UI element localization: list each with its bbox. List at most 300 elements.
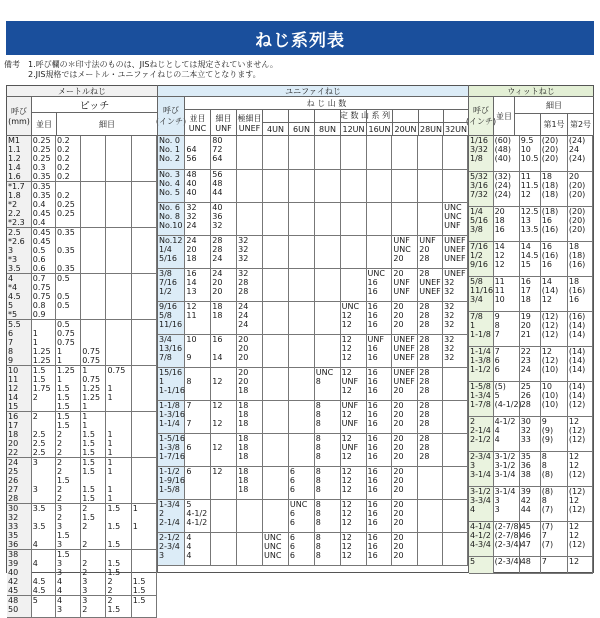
unef-cell: [237, 532, 263, 565]
series-cell: UNF 12 UNF: [340, 400, 366, 433]
whit-nominal-cell: 5/8 11/16 3/4: [469, 276, 493, 311]
series-cell: UNC UNC UNF: [443, 202, 468, 235]
metric-coarse-cell: 1.5 1.5 1.75 2: [31, 366, 55, 412]
whit-fine1-cell: (18) 16 (16): [540, 206, 567, 241]
whit-nominal-cell: 1-1/4 1-3/8 1-1/2: [469, 346, 493, 381]
unc-cell: 24 20 18: [185, 235, 211, 268]
series-cell: 8 8 8: [314, 400, 340, 433]
series-cell: [263, 235, 289, 268]
metric-fine-cell: 0.75 1 1: [106, 366, 131, 412]
whit-coarse-cell: 11 11 10: [493, 276, 519, 311]
series-cell: 12 UNF 12: [340, 433, 366, 466]
whit-fine1-cell: (12) (12) (12): [540, 311, 567, 346]
whit-fine-header: 細目: [546, 100, 562, 110]
series-cell: [288, 235, 314, 268]
metric-nominal-cell: 5.5 6 7 8 9: [7, 320, 31, 366]
metric-coarse-cell: 0.45 0.45 0.5 0.6 0.6: [31, 228, 55, 274]
whit-fine2-cell: 12 (12) (12): [567, 416, 592, 451]
metric-nominal-header: 呼び (mm): [7, 97, 31, 135]
metric-nominal-cell: 30 32 33 35 36: [7, 504, 31, 550]
metric-fine-cell: 1.5 1.5 2 2: [106, 550, 131, 596]
whit-fine1-cell: (7) 7 (7): [540, 521, 567, 556]
whit-nominal-cell: 2 2-1/4 2-1/2: [469, 416, 493, 451]
metric-coarse-cell: 3 3: [31, 458, 55, 504]
whit-fine1-cell: 16 (16) 16: [540, 241, 567, 276]
unified-nominal-cell: 1-1/8 1-3/16 1-1/4: [158, 400, 185, 433]
series-cell: [263, 268, 289, 301]
unc-cell: 48 40 40: [185, 169, 211, 202]
whit-fine2-cell: 18 (16) 16: [567, 276, 592, 311]
series-cell: 28 28 28: [418, 400, 443, 433]
table-row: [158, 136, 468, 169]
series-cell: [366, 136, 392, 169]
table-row: [7, 182, 157, 228]
table-row: [469, 381, 593, 416]
series-cell: 12 12 12: [340, 532, 366, 565]
whit-fine-cell: 22 23 24: [519, 346, 540, 381]
series-cell: UNF 16 16: [366, 334, 392, 367]
series-cell: [366, 169, 392, 202]
series-cell: [263, 400, 289, 433]
series-cell: UNC 16 16: [366, 268, 392, 301]
whit-fine1-cell: 7: [540, 556, 567, 573]
series-cell: [443, 400, 468, 433]
metric-fine-cell: [81, 274, 106, 320]
series-cell: [263, 466, 289, 499]
metric-fine-cell: [131, 412, 156, 458]
metric-fine-cell: [106, 182, 131, 228]
series-cell: 16 16 16: [366, 301, 392, 334]
note-2: 2.JIS規格ではメートル・ユニファイねじの二本立てとなります。: [28, 70, 261, 79]
whit-nominal-header: 呼び (インチ): [469, 97, 493, 135]
metric-fine-cell: 1 1 1: [106, 412, 131, 458]
series-cell: 8 8 8: [314, 466, 340, 499]
series-cell: 20 UNF UNF: [392, 268, 418, 301]
unc-header: 並目 UNC: [188, 113, 207, 133]
metric-nominal-cell: 48 50: [7, 596, 31, 618]
table-row: [469, 521, 593, 556]
table-row: [7, 458, 157, 504]
metric-fine-cell: 0.35 0.35 0.35: [55, 228, 80, 274]
metric-fine-cell: 1 1: [131, 504, 156, 550]
whit-fine1-cell: 14 (14) 12: [540, 276, 567, 311]
whit-fine-cell: 16 17 18: [519, 276, 540, 311]
whit-fine-cell: 30 32 33: [519, 416, 540, 451]
table-row: [158, 499, 468, 532]
series-cell: 8 8 8: [314, 433, 340, 466]
whit-fine2-cell: (24) 24 (24): [567, 136, 592, 171]
metric-fine-cell: 0.2 0.25 0.25: [55, 182, 80, 228]
table-row: [7, 596, 157, 618]
table-row: [158, 532, 468, 565]
unified-nominal-cell: No.12 1/4 5/16: [158, 235, 185, 268]
metric-fine-cell: 2 1.5 2 2: [81, 504, 106, 550]
whit-fine-cell: 25 26 28: [519, 381, 540, 416]
series-cell: [314, 301, 340, 334]
series-cell: 28 UNEF UNEF: [418, 268, 443, 301]
table-row: [158, 367, 468, 400]
whit-fine-cell: 14 14.5 15: [519, 241, 540, 276]
unified-nominal-cell: 15/16 1 1-1/16: [158, 367, 185, 400]
metric-fine-cell: 1.25 1 1.5 1.5 1.5: [55, 366, 80, 412]
unef-cell: [237, 202, 263, 235]
series-cell: [443, 136, 468, 169]
unf-cell: 56 48 44: [211, 169, 237, 202]
table-row: [158, 268, 468, 301]
series-cell: [314, 169, 340, 202]
metric-nominal-cell: 16 17 18 20 22: [7, 412, 31, 458]
series-8un-header: 8UN: [319, 124, 336, 134]
series-cell: [443, 466, 468, 499]
whit-fine2-header: 第2号: [569, 120, 592, 129]
unc-cell: 12 11: [185, 301, 211, 334]
series-cell: [314, 268, 340, 301]
unified-table: [158, 136, 468, 566]
unef-cell: 18 18 18: [237, 433, 263, 466]
metric-fine-cell: 0.5 0.75 0.75 1 1: [55, 320, 80, 366]
table-row: [158, 169, 468, 202]
unf-cell: 12 12: [211, 400, 237, 433]
whit-coarse-cell: (5) 5 (4-1/2): [493, 381, 519, 416]
metric-coarse-cell: 5: [31, 596, 55, 618]
table-row: [158, 202, 468, 235]
metric-coarse-cell: 0.35 0.35 0.4 0.45 0.4: [31, 182, 55, 228]
series-cell: [263, 367, 289, 400]
metric-fine-cell: 0.2 0.2 0.2 0.2 0.2: [55, 136, 80, 182]
series-cell: [314, 202, 340, 235]
unc-cell: 6: [185, 466, 211, 499]
table-row: [469, 206, 593, 241]
series-cell: UNC 6 6: [288, 499, 314, 532]
whit-nominal-cell: 1-5/8 1-3/4 1-7/8: [469, 381, 493, 416]
unified-nominal-header: 呼び (インチ): [158, 97, 184, 135]
whit-fine1-cell: 9 (9) (9): [540, 416, 567, 451]
series-cell: [263, 433, 289, 466]
unified-nominal-cell: 3/4 13/16 7/8: [158, 334, 185, 367]
series-20un-header: 20UN: [394, 124, 417, 134]
series-cell: [263, 334, 289, 367]
series-cell: 6 6 6: [288, 532, 314, 565]
unc-cell: 10 9: [185, 334, 211, 367]
series-cell: [340, 202, 366, 235]
whit-nominal-cell: 1/4 5/16 3/8: [469, 206, 493, 241]
series-cell: [288, 136, 314, 169]
whit-fine-cell: 48: [519, 556, 540, 573]
metric-fine-cell: 1.5: [131, 596, 156, 618]
series-cell: 32 32 32: [443, 301, 468, 334]
unf-cell: 18 18: [211, 301, 237, 334]
whitworth-table: [469, 136, 593, 574]
series-cell: [288, 433, 314, 466]
unef-cell: 20 20 18: [237, 367, 263, 400]
whit-coarse-cell: (2-7/8) (2-7/8) (2-3/4): [493, 521, 519, 556]
whit-fine2-cell: 12 12 (12): [567, 521, 592, 556]
whit-fine-cell: 19 20 21: [519, 311, 540, 346]
metric-fine-cell: 1.5 1.5 1.5: [106, 504, 131, 550]
whit-fine1-header: 第1号: [543, 120, 565, 129]
constant-pitch-header: 定 数 山 系 列: [339, 110, 391, 120]
unified-nominal-cell: 3/8 7/16 1/2: [158, 268, 185, 301]
metric-fine-cell: [131, 274, 156, 320]
series-cell: 28 28 28: [418, 301, 443, 334]
whit-fine2-cell: (16) (14) (14): [567, 311, 592, 346]
whit-coarse-cell: 3-1/2 3-1/2 3-1/4: [493, 451, 519, 486]
series-6un-header: 6UN: [293, 124, 310, 134]
page-title: ねじ系列表: [6, 21, 594, 55]
unef-cell: 32 32 32: [237, 235, 263, 268]
series-cell: [288, 268, 314, 301]
series-cell: 20 20 20: [392, 301, 418, 334]
series-cell: UNC 8: [314, 367, 340, 400]
metric-coarse-cell: 3.5 3.5 4: [31, 504, 55, 550]
unf-cell: 12: [211, 433, 237, 466]
series-cell: [288, 400, 314, 433]
whit-coarse-cell: 7 6 6: [493, 346, 519, 381]
series-cell: [340, 235, 366, 268]
series-cell: 12 12 12: [340, 334, 366, 367]
unified-nominal-cell: 9/16 5/8 11/16: [158, 301, 185, 334]
unc-cell: 16 14 13: [185, 268, 211, 301]
series-cell: [443, 169, 468, 202]
metric-fine-cell: 1 0.75 1.25 1.25 1: [81, 366, 106, 412]
unef-cell: [237, 136, 263, 169]
series-cell: 20 20 20: [392, 466, 418, 499]
table-row: [469, 346, 593, 381]
series-cell: 32 32 32: [443, 334, 468, 367]
whit-fine2-cell: (12) 12 (12): [567, 486, 592, 521]
unc-cell: 6: [185, 433, 211, 466]
metric-fine-cell: [131, 182, 156, 228]
metric-fine-cell: 3 2: [81, 596, 106, 618]
unf-header: 細目 UNF: [215, 113, 232, 133]
series-cell: 28 28 28: [418, 433, 443, 466]
series-cell: [392, 136, 418, 169]
metric-fine-cell: 1.5 1.5: [131, 550, 156, 596]
whit-nominal-cell: 7/8 1 1-1/8: [469, 311, 493, 346]
series-cell: 28 28 28: [418, 367, 443, 400]
whit-nominal-cell: 1/16 3/32 1/8: [469, 136, 493, 171]
unified-nominal-cell: No. 3 No. 4 No. 5: [158, 169, 185, 202]
whit-fine1-cell: 8 8 (8): [540, 451, 567, 486]
table-row: [158, 400, 468, 433]
series-12un-header: 12UN: [342, 124, 365, 134]
unf-cell: 12: [211, 466, 237, 499]
metric-nominal-cell: 2.5 *2.6 3 *3 3.5: [7, 228, 31, 274]
table-row: [469, 556, 593, 573]
series-cell: [418, 466, 443, 499]
whit-coarse-cell: 14 12 12: [493, 241, 519, 276]
unc-cell: 7 7: [185, 400, 211, 433]
whit-nominal-cell: 5/32 3/16 7/32: [469, 171, 493, 206]
metric-coarse-cell: 1 1 1.25 1.25: [31, 320, 55, 366]
whit-coarse-cell: 3-1/4 3 3: [493, 486, 519, 521]
series-cell: [443, 499, 468, 532]
unc-cell: 64 56: [185, 136, 211, 169]
whit-fine-cell: 11 11.5 12: [519, 171, 540, 206]
series-cell: [314, 136, 340, 169]
series-cell: 20 20 20: [392, 499, 418, 532]
series-cell: [418, 169, 443, 202]
tpi-header: ね じ 山 数: [306, 98, 347, 108]
series-cell: 12 12 12: [340, 466, 366, 499]
metric-nominal-cell: 24 25 26 27 28: [7, 458, 31, 504]
whit-coarse-cell: (60) (48) (40): [493, 136, 519, 171]
series-cell: UNEF UNEF 20: [392, 367, 418, 400]
table-row: [7, 412, 157, 458]
series-cell: UNEF UNEF UNEF: [392, 334, 418, 367]
unef-cell: [237, 169, 263, 202]
unified-nominal-cell: 2-1/2 2-3/4 3: [158, 532, 185, 565]
table-row: [158, 433, 468, 466]
series-cell: [263, 499, 289, 532]
metric-fine-cell: [106, 228, 131, 274]
table-row: [158, 235, 468, 268]
whit-fine1-cell: 18 (18) (18): [540, 171, 567, 206]
whitworth-header: ウィットねじ: [469, 86, 593, 96]
pitch-header: ピッチ: [79, 101, 110, 112]
metric-fine-cell: [81, 228, 106, 274]
series-cell: [443, 367, 468, 400]
series-cell: 16 16 16: [366, 499, 392, 532]
table-row: [7, 550, 157, 596]
series-cell: [418, 202, 443, 235]
series-cell: UNEF 32 32: [443, 268, 468, 301]
table-row: [7, 366, 157, 412]
unc-cell: 5 4-1/2 4-1/2: [185, 499, 211, 532]
series-cell: [418, 136, 443, 169]
series-16un-header: 16UN: [368, 124, 391, 134]
metric-fine-cell: 1 1 1 1: [106, 458, 131, 504]
whit-fine1-cell: (20) (20) (20): [540, 136, 567, 171]
whit-fine2-cell: (14) (14) (12): [567, 381, 592, 416]
metric-fine-header: 細目: [99, 119, 115, 129]
metric-fine-cell: [131, 458, 156, 504]
whit-coarse-cell: (2-3/4): [493, 556, 519, 573]
whit-coarse-cell: 9 8 7: [493, 311, 519, 346]
series-cell: UNC UNC UNC: [263, 532, 289, 565]
series-cell: 16 16 16: [366, 400, 392, 433]
unef-cell: 18 18 18: [237, 466, 263, 499]
series-cell: UNF 20 28: [418, 235, 443, 268]
unified-nominal-cell: 1-5/16 1-3/8 1-7/16: [158, 433, 185, 466]
series-cell: UNC 12 12: [340, 301, 366, 334]
series-cell: [340, 169, 366, 202]
note-1: 1.呼び欄の＊印寸法のものは、JISねじとしては規定されていません。: [28, 60, 278, 69]
table-row: [469, 276, 593, 311]
series-cell: [392, 202, 418, 235]
whit-fine2-cell: (20) (20) (20): [567, 206, 592, 241]
whit-fine-cell: 39 42 44: [519, 486, 540, 521]
metric-fine-cell: [81, 182, 106, 228]
table-row: [469, 486, 593, 521]
metric-coarse-cell: 0.25 0.25 0.25 0.3 0.35: [31, 136, 55, 182]
series-cell: [418, 532, 443, 565]
whit-fine2-cell: 12 12 (12): [567, 451, 592, 486]
whit-fine1-cell: 10 (10) (10): [540, 381, 567, 416]
unc-cell: 32 32 24: [185, 202, 211, 235]
series-cell: [340, 268, 366, 301]
metric-fine-cell: 1.5 3 3 4 4: [55, 550, 80, 596]
unified-nominal-cell: No. 0 No. 1 No. 2: [158, 136, 185, 169]
metric-fine-cell: [131, 366, 156, 412]
unef-cell: 32 28 28: [237, 268, 263, 301]
notes-label: 備考: [4, 60, 20, 69]
whit-fine-cell: 12.5 13 13.5: [519, 206, 540, 241]
table-row: [7, 320, 157, 366]
unified-header: ユニファイねじ: [158, 86, 468, 96]
table-row: [7, 228, 157, 274]
metric-fine-cell: [131, 136, 156, 182]
series-cell: [288, 169, 314, 202]
unef-cell: [237, 499, 263, 532]
series-cell: [392, 169, 418, 202]
unified-nominal-cell: 1-1/2 1-9/16 1-5/8: [158, 466, 185, 499]
whit-fine1-cell: 12 (12) (10): [540, 346, 567, 381]
table-row: [469, 241, 593, 276]
series-cell: UNF UNC 20: [392, 235, 418, 268]
metric-fine-cell: [106, 320, 131, 366]
notes: [4, 60, 596, 80]
series-cell: 20 20 20: [392, 532, 418, 565]
series-32un-header: 32UN: [444, 124, 468, 134]
table-row: [7, 504, 157, 550]
series-cell: UNEF UNEF UNEF: [443, 235, 468, 268]
metric-coarse-cell: 2 2.5 2.5 2.5: [31, 412, 55, 458]
whit-fine2-cell: 18 (18) (16): [567, 241, 592, 276]
table-row: [158, 334, 468, 367]
whit-coarse-header: 並目: [496, 111, 512, 121]
unf-cell: 80 72 64: [211, 136, 237, 169]
unf-cell: [211, 499, 237, 532]
series-4un-header: 4UN: [267, 124, 284, 134]
series-cell: [288, 367, 314, 400]
metric-fine-cell: [131, 228, 156, 274]
metric-fine-cell: [81, 136, 106, 182]
metric-fine-cell: [131, 320, 156, 366]
table-row: [158, 466, 468, 499]
metric-coarse-cell: 0.7 0.75 0.75 0.8 0.9: [31, 274, 55, 320]
metric-coarse-header: 並目: [36, 119, 52, 129]
unef-header: 極細目 UNEF: [237, 113, 262, 133]
series-cell: 20 20 20: [392, 400, 418, 433]
metric-fine-cell: 1.5 1.5 1.5 1.5: [81, 458, 106, 504]
series-cell: [366, 202, 392, 235]
metric-fine-cell: [106, 136, 131, 182]
series-cell: 8 8 8: [314, 532, 340, 565]
metric-nominal-cell: 38 39 40 42 45: [7, 550, 31, 596]
series-cell: [366, 235, 392, 268]
whit-nominal-cell: 3-1/2 3-3/4 4: [469, 486, 493, 521]
unc-cell: 8: [185, 367, 211, 400]
whit-fine1-cell: (8) 8 (7): [540, 486, 567, 521]
table-row: [469, 416, 593, 451]
metric-header: メートルねじ: [7, 86, 157, 96]
series-cell: [288, 301, 314, 334]
metric-fine-cell: 4 3: [55, 596, 80, 618]
whit-nominal-cell: 7/16 1/2 9/16: [469, 241, 493, 276]
table-row: [469, 171, 593, 206]
unified-nominal-cell: 1-3/4 2 2-1/4: [158, 499, 185, 532]
table-row: [469, 136, 593, 171]
metric-coarse-cell: 4 4.5 4.5: [31, 550, 55, 596]
metric-fine-cell: 1.5 1.5 2 2 2: [55, 412, 80, 458]
unf-cell: 16 14: [211, 334, 237, 367]
unc-cell: 4 4 4: [185, 532, 211, 565]
metric-nominal-cell: M1 1.1 1.2 1.4 1.6: [7, 136, 31, 182]
whit-nominal-cell: 2-3/4 3 3-1/4: [469, 451, 493, 486]
series-cell: [418, 499, 443, 532]
series-cell: 12 UNF 12: [340, 367, 366, 400]
